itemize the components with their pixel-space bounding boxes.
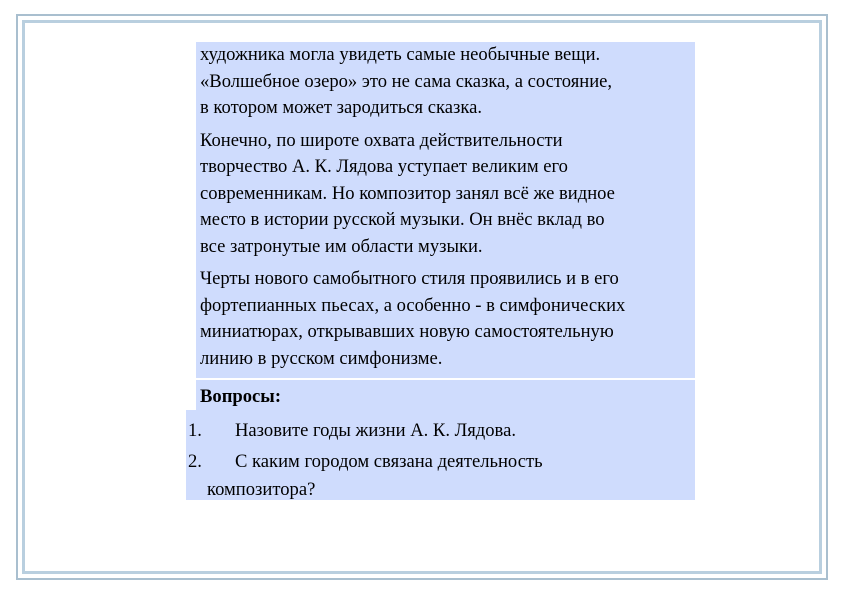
question-text: Назовите годы жизни А. К. Лядова.: [235, 420, 516, 441]
body-text-block: [196, 42, 695, 378]
paragraph-2: Конечно, по широте охвата действительности творчество А. К. Лядова уступает великим его современникам. Но композитор занял всё же видное место в истории русской музыки. Он внёс вклад во все затронутые им области музыки.: [200, 129, 615, 257]
questions-list: [186, 410, 695, 500]
paragraph-3: Черты нового самобытного стиля проявились и в его фортепианных пьесах, а особенно - в симфонических миниатюрах, открывавших новую самостоятельную линию в русском симфонизме.: [200, 268, 626, 369]
question-text-continuation: композитора?: [207, 479, 316, 500]
question-number: 2.: [188, 451, 202, 472]
question-text: С каким городом связана деятельность: [235, 451, 543, 472]
paragraph-1: художника могла увидеть самые необычные вещи. «Волшебное озеро» это не сама сказка, а состояние, в котором может зародиться сказка.: [200, 44, 613, 118]
question-number: 1.: [188, 420, 202, 441]
questions-heading: Вопросы:: [196, 380, 695, 412]
